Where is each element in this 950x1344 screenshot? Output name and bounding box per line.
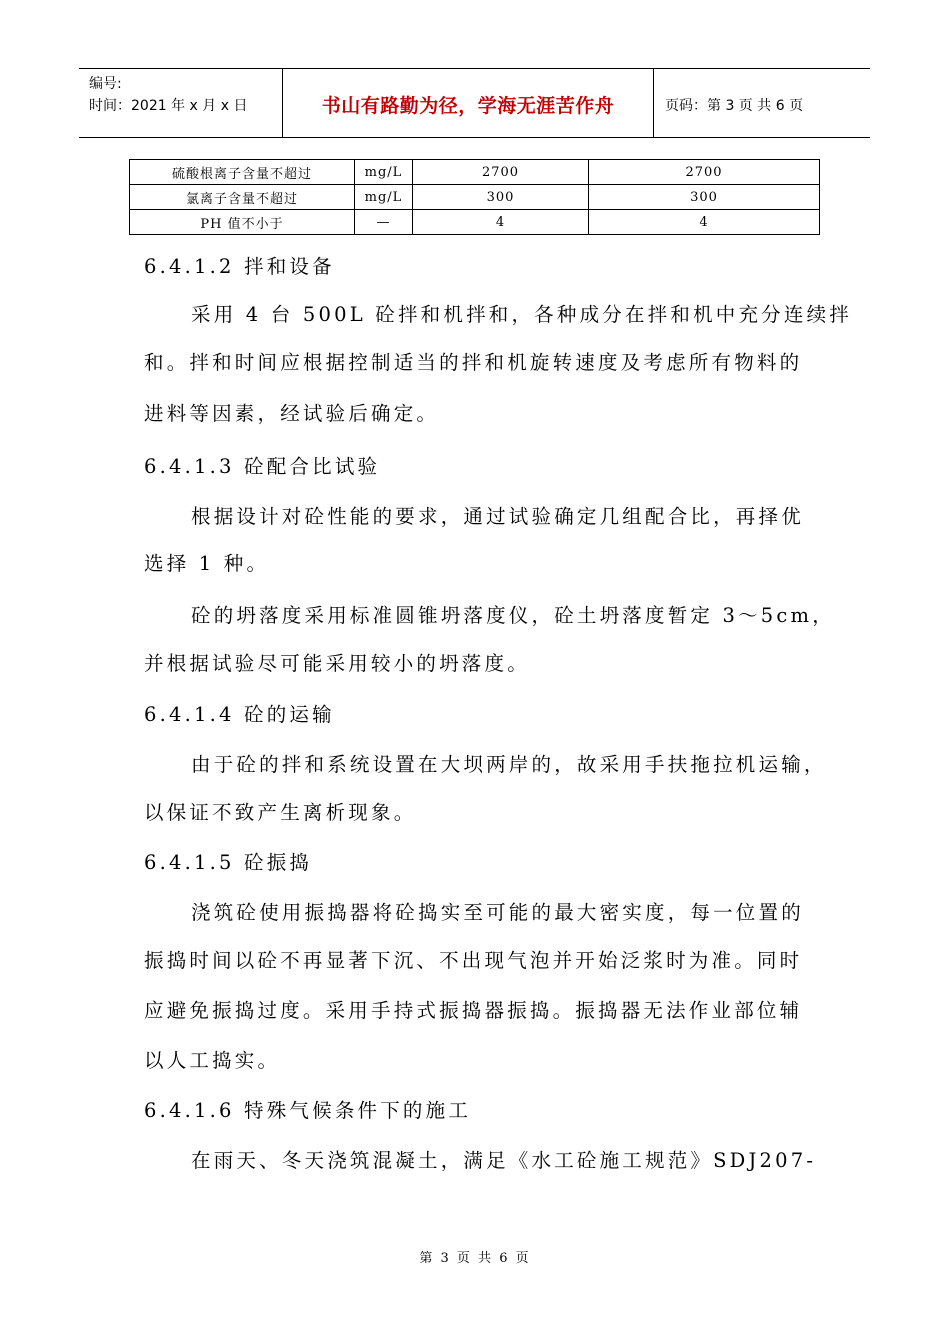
table-row (130, 210, 820, 235)
table-cell: 氯离子含量不超过 (130, 185, 355, 210)
paragraph-line: 在雨天、冬天浇筑混凝土，满足《水工砼施工规范》SDJ207- (191, 1149, 817, 1172)
table-cell: 硫酸根离子含量不超过 (130, 160, 355, 185)
paragraph-line: 应避免振捣过度。采用手持式振捣器振捣。振捣器无法作业部位辅 (144, 999, 803, 1022)
header-meta (89, 73, 247, 117)
table-cell: 2700 (589, 160, 820, 185)
paragraph-line: 由于砼的拌和系统设置在大坝两岸的，故采用手扶拖拉机运输， (191, 753, 827, 776)
section-heading: 6.4.1.4 砼的运输 (144, 703, 335, 726)
paragraph-line: 以保证不致产生离析现象。 (144, 801, 417, 824)
header-page-label: 页码：第 3 页 共 6 页 (665, 98, 804, 114)
paragraph-line: 振捣时间以砼不再显著下沉、不出现气泡并开始泛浆时为准。同时 (144, 949, 803, 972)
time-label: 时间：2021 年 x 月 x 日 (89, 98, 248, 114)
table-cell: 4 (413, 210, 589, 235)
paragraph-line: 砼的坍落度采用标准圆锥坍落度仪，砼土坍落度暂定 3～5cm， (191, 604, 835, 627)
paragraph-line: 进料等因素，经试验后确定。 (144, 402, 440, 425)
serial-label: 编号: (89, 76, 122, 92)
table-cell: PH 值不小于 (130, 210, 355, 235)
header-divider (653, 69, 654, 137)
paragraph-line: 并根据试验尽可能采用较小的坍落度。 (144, 652, 530, 675)
paragraph-line: 采用 4 台 500L 砼拌和机拌和，各种成分在拌和机中充分连续拌 (191, 303, 852, 326)
header-motto: 书山有路勤为径，学海无涯苦作舟 (321, 95, 615, 117)
paragraph-line: 根据设计对砼性能的要求，通过试验确定几组配合比，再择优 (191, 505, 804, 528)
table-cell: mg/L (355, 160, 413, 185)
table-cell: 300 (589, 185, 820, 210)
table-row (130, 160, 820, 185)
table-row (130, 185, 820, 210)
table-cell: 300 (413, 185, 589, 210)
section-heading: 6.4.1.2 拌和设备 (144, 255, 335, 278)
paragraph-line: 和。拌和时间应根据控制适当的拌和机旋转速度及考虑所有物料的 (144, 351, 803, 374)
table-cell: 4 (589, 210, 820, 235)
paragraph-line: 以人工捣实。 (144, 1049, 281, 1072)
section-heading: 6.4.1.6 特殊气候条件下的施工 (144, 1099, 472, 1122)
table-cell: mg/L (355, 185, 413, 210)
section-heading: 6.4.1.5 砼振捣 (144, 851, 313, 874)
page-header (79, 68, 870, 138)
table-cell: — (355, 210, 413, 235)
water-quality-table (129, 159, 820, 235)
page-footer: 第 3 页 共 6 页 (419, 1251, 531, 1266)
paragraph-line: 浇筑砼使用振捣器将砼捣实至可能的最大密实度，每一位置的 (191, 901, 804, 924)
table-cell: 2700 (413, 160, 589, 185)
section-heading: 6.4.1.3 砼配合比试验 (144, 455, 381, 478)
paragraph-line: 选择 1 种。 (144, 552, 270, 575)
